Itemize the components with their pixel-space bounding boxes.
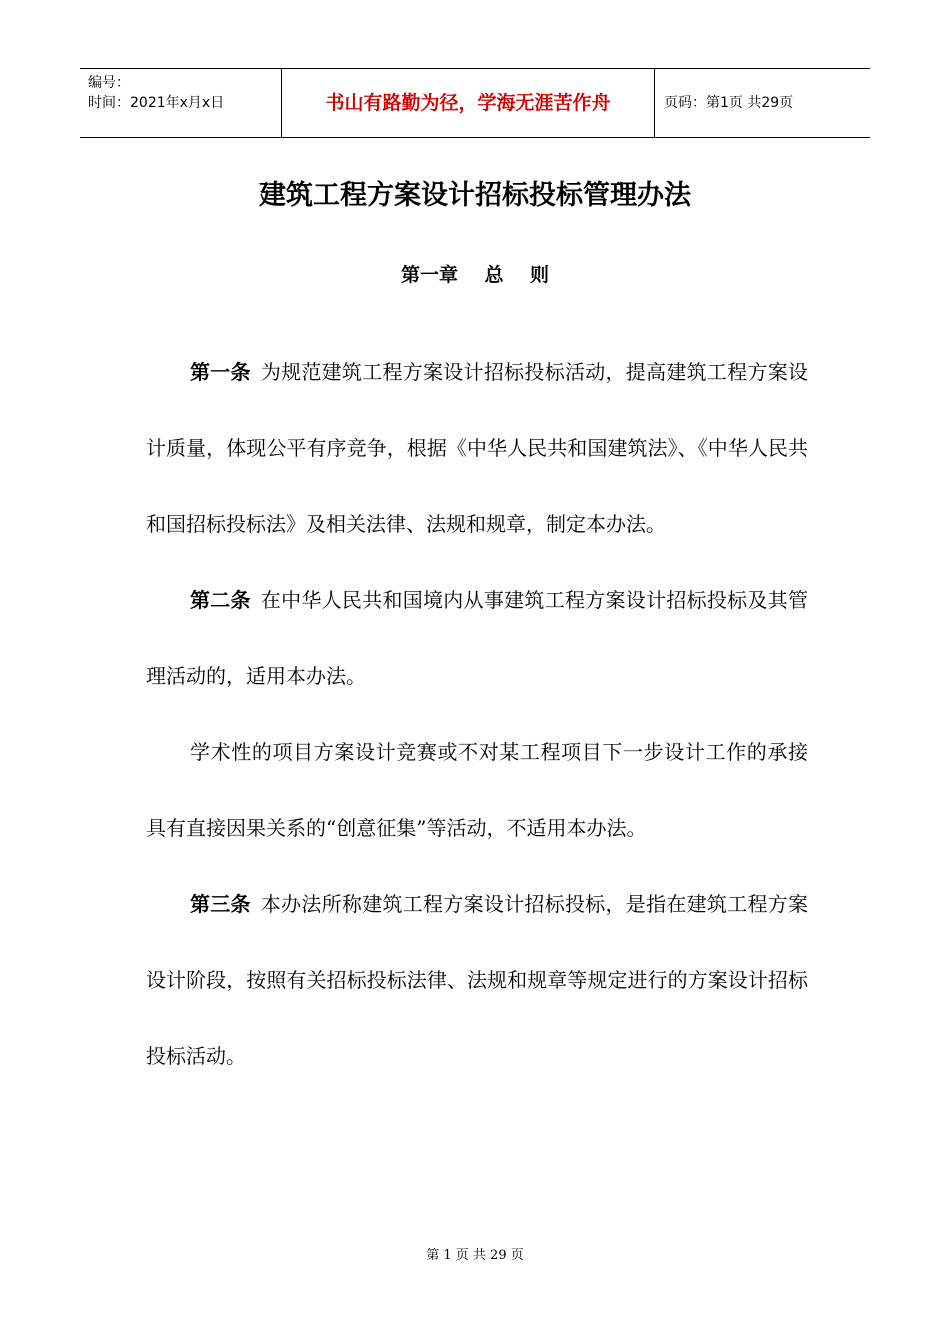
article-paragraph <box>146 714 808 866</box>
article-paragraph <box>146 866 808 1094</box>
article-label: 第三条 <box>190 892 251 916</box>
header-page-info: 页码：第1页 共29页 <box>664 95 794 111</box>
article-text: 本办法所称建筑工程方案设计招标投标，是指在建筑工程方案设计阶段，按照有关招标投标法律、法规和规章等规定进行的方案设计招标投标活动。 <box>146 892 809 1068</box>
article-text: 在中华人民共和国境内从事建筑工程方案设计招标投标及其管理活动的，适用本办法。 <box>146 588 809 688</box>
document-date: 时间：2021年x月x日 <box>88 95 225 111</box>
document-content <box>146 334 808 1094</box>
header-meta <box>88 73 278 113</box>
article-paragraph <box>146 562 808 714</box>
article-text: 学术性的项目方案设计竞赛或不对某工程项目下一步设计工作的承接具有直接因果关系的“创意征集”等活动，不适用本办法。 <box>146 740 808 840</box>
article-text: 为规范建筑工程方案设计招标投标活动，提高建筑工程方案设计质量，体现公平有序竞争，根据《中华人民共和国建筑法》、《中华人民共和国招标投标法》及相关法律、法规和规章，制定本办法。 <box>146 360 809 536</box>
page-header <box>80 68 870 138</box>
chapter-title: 第一章 总 则 <box>401 264 549 286</box>
document-title: 建筑工程方案设计招标投标管理办法 <box>259 180 691 211</box>
header-divider-right <box>654 69 655 137</box>
document-number-label: 编号： <box>88 75 130 91</box>
article-paragraph <box>146 334 808 562</box>
article-label: 第一条 <box>190 360 251 384</box>
header-motto: 书山有路勤为径，学海无涯苦作舟 <box>325 92 611 114</box>
article-label: 第二条 <box>190 588 251 612</box>
page-footer: 第 1 页 共 29 页 <box>426 1248 524 1263</box>
